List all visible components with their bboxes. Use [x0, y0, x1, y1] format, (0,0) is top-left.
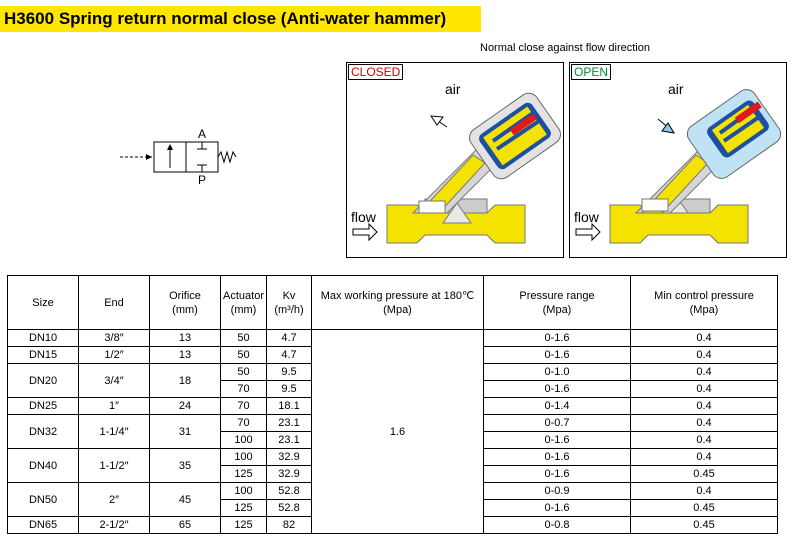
end-cell: 2″: [79, 483, 150, 517]
orifice-cell: 24: [150, 398, 221, 415]
flow-label: flow: [351, 209, 376, 225]
end-cell: 1/2″: [79, 347, 150, 364]
port-a-label: A: [197, 127, 207, 141]
min-control-pressure-cell: 0.4: [631, 432, 778, 449]
kv-cell: 32.9: [267, 466, 312, 483]
min-control-pressure-cell: 0.4: [631, 415, 778, 432]
table-header-row: [8, 276, 778, 330]
actuator-cell: 50: [221, 347, 267, 364]
size-cell: DN50: [8, 483, 79, 517]
size-cell: DN25: [8, 398, 79, 415]
orifice-cell: 65: [150, 517, 221, 534]
end-cell: 3/8″: [79, 330, 150, 347]
kv-cell: 52.8: [267, 483, 312, 500]
actuator-cell: 100: [221, 432, 267, 449]
end-cell: 1″: [79, 398, 150, 415]
kv-cell: 4.7: [267, 330, 312, 347]
actuator-cell: 100: [221, 483, 267, 500]
page-title: H3600 Spring return normal close (Anti-water hammer): [4, 9, 447, 28]
header-orifice: Orifice (mm): [150, 276, 221, 330]
spec-table: [7, 275, 778, 534]
size-cell: DN15: [8, 347, 79, 364]
kv-cell: 52.8: [267, 500, 312, 517]
max-pressure-cell: 1.6: [312, 330, 484, 534]
orifice-cell: 18: [150, 364, 221, 398]
kv-cell: 9.5: [267, 381, 312, 398]
size-cell: DN10: [8, 330, 79, 347]
pressure-range-cell: 0-1.6: [484, 381, 631, 398]
kv-cell: 82: [267, 517, 312, 534]
pressure-range-cell: 0-0.7: [484, 415, 631, 432]
size-cell: DN65: [8, 517, 79, 534]
kv-cell: 23.1: [267, 432, 312, 449]
kv-cell: 32.9: [267, 449, 312, 466]
min-control-pressure-cell: 0.45: [631, 500, 778, 517]
header-min-control-pressure: Min control pressure (Mpa): [631, 276, 778, 330]
actuator-cell: 70: [221, 381, 267, 398]
valve-symbol: [118, 124, 246, 189]
header-actuator: Actuator (mm): [221, 276, 267, 330]
pressure-range-cell: 0-0.8: [484, 517, 631, 534]
title-bar: [0, 6, 481, 32]
actuator-cell: 100: [221, 449, 267, 466]
size-cell: DN32: [8, 415, 79, 449]
closed-status-label: CLOSED: [348, 64, 403, 80]
air-label: air: [668, 81, 684, 97]
flow-label: flow: [574, 209, 599, 225]
min-control-pressure-cell: 0.4: [631, 398, 778, 415]
kv-cell: 9.5: [267, 364, 312, 381]
header-pressure-range: Pressure range (Mpa): [484, 276, 631, 330]
pressure-range-cell: 0-1.0: [484, 364, 631, 381]
min-control-pressure-cell: 0.4: [631, 364, 778, 381]
kv-cell: 23.1: [267, 415, 312, 432]
min-control-pressure-cell: 0.4: [631, 483, 778, 500]
orifice-cell: 13: [150, 347, 221, 364]
actuator-cell: 125: [221, 466, 267, 483]
orifice-cell: 13: [150, 330, 221, 347]
orifice-cell: 45: [150, 483, 221, 517]
diagram-caption: Normal close against flow direction: [480, 42, 650, 54]
closed-diagram-panel: [346, 62, 564, 258]
open-status-label: OPEN: [571, 64, 611, 80]
end-cell: 2-1/2″: [79, 517, 150, 534]
actuator-cell: 70: [221, 398, 267, 415]
min-control-pressure-cell: 0.45: [631, 466, 778, 483]
min-control-pressure-cell: 0.45: [631, 517, 778, 534]
actuator-cell: 50: [221, 364, 267, 381]
orifice-cell: 35: [150, 449, 221, 483]
pressure-range-cell: 0-1.6: [484, 449, 631, 466]
size-cell: DN40: [8, 449, 79, 483]
min-control-pressure-cell: 0.4: [631, 381, 778, 398]
end-cell: 1-1/2″: [79, 449, 150, 483]
open-diagram-panel: [569, 62, 787, 258]
actuator-cell: 125: [221, 517, 267, 534]
pressure-range-cell: 0-1.6: [484, 432, 631, 449]
orifice-cell: 31: [150, 415, 221, 449]
min-control-pressure-cell: 0.4: [631, 330, 778, 347]
min-control-pressure-cell: 0.4: [631, 449, 778, 466]
actuator-cell: 70: [221, 415, 267, 432]
pressure-range-cell: 0-1.6: [484, 347, 631, 364]
kv-cell: 4.7: [267, 347, 312, 364]
port-p-label: P: [197, 173, 207, 184]
pressure-range-cell: 0-1.6: [484, 500, 631, 517]
header-size: Size: [8, 276, 79, 330]
size-cell: DN20: [8, 364, 79, 398]
table-row: [8, 330, 778, 347]
end-cell: 3/4″: [79, 364, 150, 398]
pressure-range-cell: 0-1.6: [484, 330, 631, 347]
actuator-cell: 50: [221, 330, 267, 347]
header-max-pressure: Max working pressure at 180℃ (Mpa): [312, 276, 484, 330]
air-label: air: [445, 81, 461, 97]
pressure-range-cell: 0-1.4: [484, 398, 631, 415]
min-control-pressure-cell: 0.4: [631, 347, 778, 364]
header-kv: Kv (m³/h): [267, 276, 312, 330]
header-end: End: [79, 276, 150, 330]
kv-cell: 18.1: [267, 398, 312, 415]
pressure-range-cell: 0-0.9: [484, 483, 631, 500]
actuator-cell: 125: [221, 500, 267, 517]
pressure-range-cell: 0-1.6: [484, 466, 631, 483]
end-cell: 1-1/4″: [79, 415, 150, 449]
